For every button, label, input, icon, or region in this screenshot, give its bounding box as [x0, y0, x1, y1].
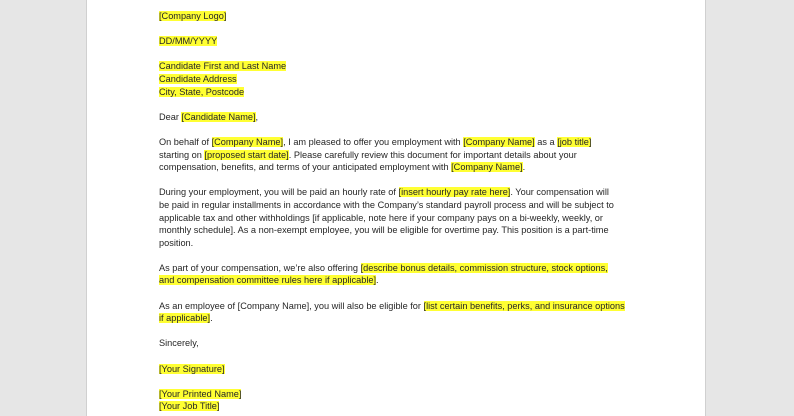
- company-logo-placeholder: [Company Logo]: [159, 11, 227, 21]
- greeting-prefix: Dear: [159, 111, 182, 122]
- paragraph-offer: [159, 136, 629, 174]
- candidate-name-placeholder: Candidate First and Last Name: [159, 61, 287, 72]
- bonus-details-placeholder: [describe bonus details, commission structure, stock options,: [360, 262, 608, 273]
- spacer: [159, 123, 629, 136]
- text: As an employee of [Company Name], you will also be eligible for: [159, 300, 424, 311]
- paragraph-line: [159, 161, 629, 174]
- printed-name-line: [159, 388, 629, 401]
- paragraph-line: be paid in regular installments in accordance with the Company’s standard payroll process and will be subject to: [159, 199, 614, 210]
- signature-line: [159, 363, 629, 376]
- text: During your employment, you will be paid an hourly rate of: [159, 187, 399, 198]
- greeting-line: [159, 111, 629, 124]
- paragraph-line: [159, 262, 629, 275]
- company-name-placeholder: [Company Name]: [463, 136, 535, 147]
- text: as a: [534, 136, 558, 147]
- paragraph-line: monthly schedule]. As a non-exempt employee, you will be eligible for overtime pay. This position is a part-time: [159, 225, 609, 236]
- job-title-placeholder: [job title]: [557, 136, 592, 147]
- company-name-placeholder: [Company Name]: [451, 162, 523, 173]
- text: On behalf of: [159, 136, 212, 147]
- company-name-placeholder: [Company Name]: [211, 136, 284, 147]
- paragraph-line: [159, 186, 629, 199]
- spacer: [159, 350, 629, 363]
- benefits-placeholder: if applicable]: [159, 313, 211, 324]
- hourly-rate-placeholder: [insert hourly pay rate here]: [398, 187, 511, 198]
- document-page[interactable]: [86, 0, 706, 416]
- paragraph-compensation: [159, 186, 629, 249]
- benefits-placeholder: [list certain benefits, perks, and insurance options: [423, 300, 625, 311]
- spacer: [159, 23, 629, 36]
- paragraph-bonus: [159, 262, 629, 287]
- paragraph-line: position.: [159, 237, 194, 248]
- text: As part of your compensation, we’re also offering: [159, 262, 361, 273]
- bonus-details-placeholder: and compensation committee rules here if applicable]: [159, 275, 377, 286]
- text: , I am pleased to offer you employment with: [283, 136, 464, 147]
- text: .: [210, 313, 213, 324]
- text: . Your compensation will: [510, 187, 609, 198]
- text: .: [376, 275, 379, 286]
- job-title-line: [159, 400, 629, 413]
- paragraph-line: [159, 136, 629, 149]
- greeting-candidate-name: [Candidate Name]: [181, 111, 256, 122]
- candidate-address-placeholder: Candidate Address: [159, 73, 237, 84]
- spacer: [159, 98, 629, 111]
- city-state-placeholder: City, State, Postcode: [159, 86, 245, 97]
- signature-placeholder: [Your Signature]: [159, 363, 225, 374]
- paragraph-line: [159, 300, 629, 313]
- greeting-suffix: ,: [255, 111, 259, 122]
- spacer: [159, 287, 629, 300]
- spacer: [159, 325, 629, 338]
- start-date-placeholder: [proposed start date]: [204, 149, 289, 160]
- date-placeholder: DD/MM/YYYY: [159, 36, 218, 47]
- paragraph-line: applicable tax and other withholdings [if applicable, note here if your company pays on a bi-weekly, weekly, or: [159, 212, 603, 223]
- company-logo-line: [159, 10, 629, 23]
- text: compensation, benefits, and terms of your anticipated employment with: [159, 162, 452, 173]
- candidate-name-line: [159, 60, 629, 73]
- paragraph-line: [159, 274, 629, 287]
- closing-line: Sincerely,: [159, 338, 199, 349]
- city-state-line: [159, 86, 629, 99]
- spacer: [159, 249, 629, 262]
- paragraph-line: [159, 149, 629, 162]
- text: starting on: [159, 149, 205, 160]
- spacer: [159, 375, 629, 388]
- text: . Please carefully review this document for important details about your: [288, 149, 577, 160]
- paragraph-line: [159, 312, 629, 325]
- candidate-address-line: [159, 73, 629, 86]
- spacer: [159, 174, 629, 187]
- offer-letter-body: [159, 10, 629, 413]
- spacer: [159, 48, 629, 61]
- paragraph-benefits: [159, 300, 629, 325]
- job-title-sign-placeholder: [Your Job Title]: [159, 401, 220, 412]
- date-line: [159, 35, 629, 48]
- printed-name-placeholder: [Your Printed Name]: [159, 388, 242, 399]
- text: .: [522, 162, 526, 173]
